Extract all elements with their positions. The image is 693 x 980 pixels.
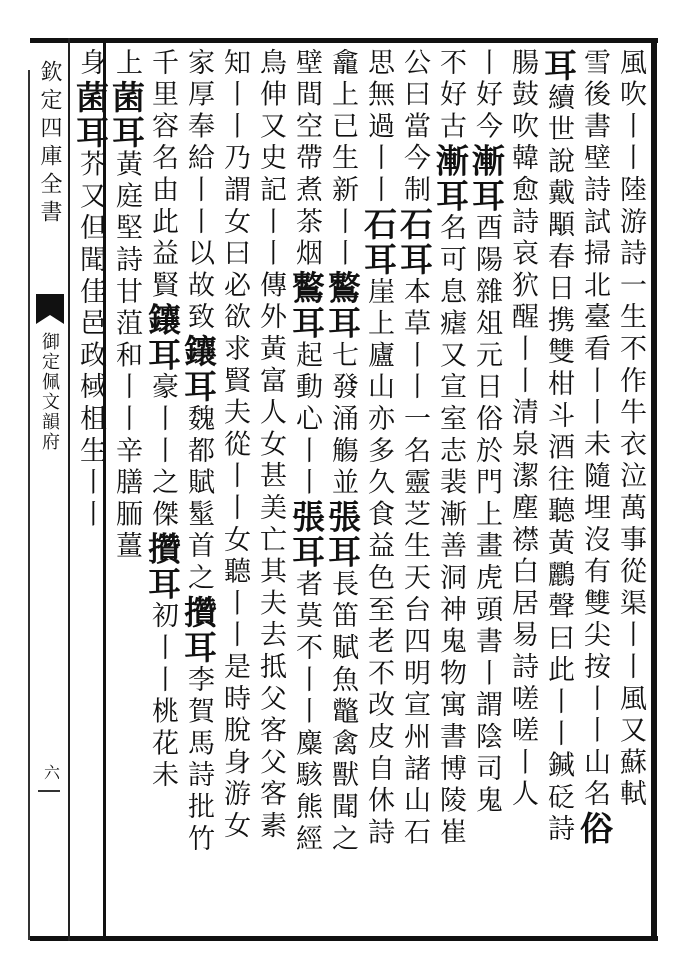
page-number-tick <box>38 790 60 792</box>
headword: 漸耳 <box>467 143 506 214</box>
headword: 張耳 <box>287 499 326 570</box>
fish-tail-mark-icon <box>36 294 64 324</box>
headword: 漸耳 <box>431 143 470 214</box>
text-column <box>540 48 576 928</box>
column-text: 起動心丨丨 <box>291 340 322 500</box>
headword: 菌耳 <box>107 79 146 150</box>
column-text: 鳥伸又史記丨丨傳外黃富人女甚美亡其夫去抵父客父客素 <box>255 48 286 843</box>
text-column <box>432 48 468 928</box>
column-text: 公曰當今制 <box>399 48 430 207</box>
column-text: 酉陽雜俎元日俗於門上畫虎頭書丨謂陰司鬼 <box>471 213 502 818</box>
column-text: 上 <box>111 48 142 80</box>
column-text: 七發涌觴並 <box>327 340 358 500</box>
margin-book-title: 欽定四庫全書 <box>37 60 62 228</box>
frame-top-rule <box>30 38 658 43</box>
headword: 石耳 <box>359 207 398 277</box>
column-text: 續世說戴顒春日携雙柑斗酒往聽黃鸝聲曰此丨丨鍼砭詩 <box>543 83 574 847</box>
text-column <box>396 48 432 928</box>
column-text: 芥又但聞佳邑政棫柤生丨丨 <box>75 149 106 532</box>
column-text: 本草丨丨一名靈芝生天台四明宣州諸山石 <box>399 277 430 850</box>
text-column <box>288 48 324 928</box>
text-column <box>612 48 648 928</box>
headword: 石耳 <box>395 207 434 277</box>
headword: 攢耳 <box>143 531 182 602</box>
headword: 鑲耳 <box>143 302 182 373</box>
column-text: 身 <box>75 48 106 80</box>
column-text: 豪丨丨之傑 <box>147 372 178 532</box>
text-column <box>576 48 612 928</box>
headword: 菌耳 <box>71 79 110 150</box>
column-text: 家厚奉給丨丨以故致 <box>183 48 214 335</box>
margin-divider-rule <box>68 38 70 941</box>
headword: 鷘耳 <box>323 270 362 341</box>
column-text: 崖上廬山亦多久食益色至老不改皮自休詩 <box>363 277 394 850</box>
column-text: 龕上已生新丨丨 <box>327 48 358 271</box>
text-column <box>72 48 108 928</box>
text-columns <box>71 48 648 928</box>
column-text: 魏都賦髽首之 <box>183 404 214 596</box>
column-text: 丨好今 <box>471 48 502 144</box>
frame-left-rule <box>28 70 30 940</box>
text-column <box>252 48 288 928</box>
column-text: 李賀馬詩批竹 <box>183 665 214 856</box>
column-text: 黃庭堅詩甘菹和丨丨辛膳胹薑 <box>111 149 142 564</box>
text-column <box>108 48 144 928</box>
headword: 俗 <box>575 811 614 847</box>
text-column <box>324 48 360 928</box>
column-text: 者莫不丨丨麋駭熊經 <box>291 569 322 856</box>
column-text: 雪後書壁詩試掃北臺看丨丨未隨埋沒有雙尖按丨丨山名 <box>579 48 610 812</box>
text-column <box>468 48 504 928</box>
column-text: 壁間空帶煮茶烟 <box>291 48 322 271</box>
text-column <box>504 48 540 928</box>
column-text: 千里容名由此益賢 <box>147 48 178 303</box>
column-text: 思無過丨丨 <box>363 48 394 207</box>
margin-section-title: 御定佩文韻府 <box>39 332 60 452</box>
text-column <box>144 48 180 928</box>
frame-right-rule <box>651 38 657 941</box>
text-column <box>360 48 396 928</box>
column-text: 初丨丨桃花未 <box>147 601 178 793</box>
headword: 耳 <box>539 48 578 83</box>
headword: 張耳 <box>323 499 362 570</box>
column-text: 知丨丨乃謂女曰必欲求賢夫從丨丨女聽丨丨是時脫身游女 <box>219 48 250 843</box>
column-text: 名可息瘧又宣室志裴漸善洞神鬼物寓書博陵崔 <box>435 213 466 850</box>
page-number: 六 <box>43 763 60 782</box>
text-column <box>216 48 252 928</box>
column-text: 腸鼓吹韓愈詩哀狖醒丨丨清泉潔塵襟白居易詩嗟嗟丨人 <box>507 48 538 812</box>
headword: 攢耳 <box>179 595 218 666</box>
frame-bottom-rule <box>30 936 658 941</box>
column-text: 風吹丨丨陸游詩一生不作牛衣泣萬事從渠丨丨風又蘇軾 <box>615 48 646 812</box>
text-column <box>180 48 216 928</box>
column-text: 長笛賦魚鼈禽獸聞之 <box>327 569 358 856</box>
column-text: 不好古 <box>435 48 466 144</box>
headword: 鑲耳 <box>179 334 218 405</box>
headword: 鷘耳 <box>287 270 326 341</box>
